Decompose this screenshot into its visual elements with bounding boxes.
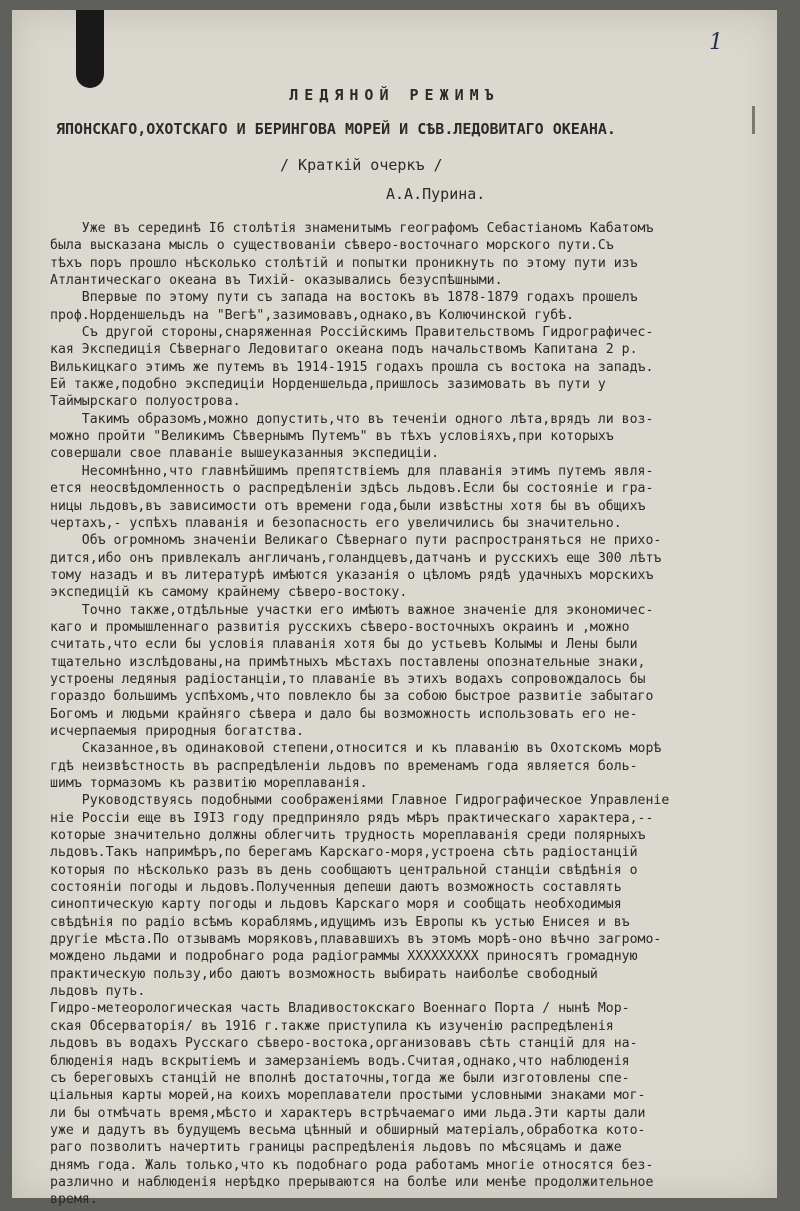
page-number: 1 bbox=[709, 30, 723, 55]
text-line: льдовъ въ водахъ Русскаго сѣверо-востока,организовавъ сѣть станцій для на- bbox=[50, 1036, 638, 1052]
text-line: Съ другой стороны,снаряженная Россійскимъ Правительствомъ Гидрографичес- bbox=[50, 325, 654, 341]
text-line: Ей также,подобно экспедиціи Норденшельда,пришлось зазимовать въ пути у bbox=[50, 377, 606, 393]
text-line: льдовъ путь. bbox=[50, 984, 146, 1000]
text-line: чертахъ,- успѣхъ плаванія и безопасность его увеличились бы значительно. bbox=[50, 515, 622, 531]
text-line: различно и наблюденія нерѣдко прерываются на болѣе или менѣе продолжительное bbox=[50, 1174, 654, 1190]
text-line: Объ огромномъ значеніи Великаго Сѣвернаго пути распространяться не прихо- bbox=[50, 533, 662, 549]
text-line: кая Экспедиція Сѣвернаго Ледовитаго океана подъ начальствомъ Капитана 2 р. bbox=[50, 342, 638, 358]
text-line: экспедицій къ самому крайнему сѣверо-востоку. bbox=[50, 585, 408, 601]
text-line: Таймырскаго полуострова. bbox=[50, 394, 241, 410]
text-line: Вилькицкаго этимъ же путемъ въ 1914-1915 годахъ прошла съ востока на западъ. bbox=[50, 359, 654, 375]
text-line: каго и промышленнаго развитія русскихъ сѣверо-восточныхъ окраинъ и ,можно bbox=[50, 619, 630, 635]
text-line: Богомъ и людьми крайняго сѣвера и дало бы возможность использовать его не- bbox=[50, 706, 638, 722]
text-line: тому назадъ и въ литературѣ имѣются указанія о цѣломъ рядѣ удачныхъ морскихъ bbox=[50, 567, 654, 583]
text-line: гораздо большимъ успѣхомъ,что повлекло бы за собою быстрое развитіе забытаго bbox=[50, 689, 654, 705]
text-line: свѣдѣнія по радіо всѣмъ кораблямъ,идущимъ изъ Европы къ устью Енисея и въ bbox=[50, 914, 630, 930]
text-line: другіе мѣста.По отзывамъ моряковъ,плававшихъ въ этомъ морѣ-оно вѣчно загромо- bbox=[50, 932, 662, 948]
document-page bbox=[12, 10, 777, 1208]
text-line: проф.Норденшельдъ на "Вегѣ",зазимовавъ,однако,въ Колючинской губѣ. bbox=[50, 307, 575, 323]
text-line: тѣхъ поръ прошло нѣсколько столѣтій и попытки проникнуть по этому пути изъ bbox=[50, 255, 638, 271]
text-line: практическую пользу,ибо даютъ возможность выбирать наиболѣе свободный bbox=[50, 966, 598, 982]
document-genre: / Краткій очеркъ / bbox=[280, 156, 443, 174]
text-line: ется неосвѣдомленность о распредѣленіи здѣсь льдовъ.Если бы состояніе и гра- bbox=[50, 481, 654, 497]
margin-mark bbox=[752, 106, 755, 134]
text-line: ли бы отмѣчать время,мѣсто и характеръ встрѣчаемаго ими льда.Эти карты дали bbox=[50, 1105, 646, 1121]
text-line: дится,ибо онъ привлекалъ англичанъ,голандцевъ,датчанъ и русскихъ еще 300 лѣтъ bbox=[50, 550, 662, 566]
text-line: днямъ года. Жаль только,что къ подобнаго рода работамъ многіе относятся без- bbox=[50, 1157, 654, 1173]
text-line: тщательно изслѣдованы,на примѣтныхъ мѣстахъ поставлены опознательные знаки, bbox=[50, 654, 646, 670]
text-line: нiе Россiи еще въ I9I3 году предприняло рядъ мѣръ практическаго характера,-- bbox=[50, 810, 654, 826]
text-line: Точно также,отдѣльные участки его имѣютъ важное значеніе для экономичес- bbox=[50, 602, 654, 618]
text-line: ціальныя карты морей,на коихъ мореплаватели простыми условными знаками мог- bbox=[50, 1088, 646, 1104]
text-line: раго позволитъ начертить границы распредѣленія льдовъ по мѣсяцамъ и даже bbox=[50, 1140, 622, 1156]
text-line: Руководствуясь подобными соображеніями Главное Гидрографическое Управленіе bbox=[50, 793, 670, 809]
text-line: Впервые по этому пути съ запада на востокъ въ 1878-1879 годахъ прошелъ bbox=[50, 290, 638, 306]
text-line: Несомнѣнно,что главнѣйшимъ препятствіемъ для плаванія этимъ путемъ явля- bbox=[50, 463, 654, 479]
binder-punch-mark bbox=[76, 10, 104, 88]
text-line: съ береговыхъ станцій не вполнѣ достаточны,тогда же были изготовлены спе- bbox=[50, 1070, 630, 1086]
text-line: время. bbox=[50, 1192, 98, 1208]
body-text bbox=[50, 220, 772, 1209]
document-title: ЛЕДЯНОЙ РЕЖИМЪ bbox=[289, 86, 500, 104]
text-line: Уже въ серединѣ I6 столѣтія знаменитымъ географомъ Себастіаномъ Кабатомъ bbox=[50, 221, 654, 236]
text-line: можно пройти "Великимъ Сѣвернымъ Путемъ" въ тѣхъ условіяхъ,при которыхъ bbox=[50, 429, 614, 445]
text-line: была высказана мысль о существованіи сѣверо-восточнаго морского пути.Съ bbox=[50, 238, 614, 254]
text-line: уже и дадутъ въ будущемъ весьма цѣнный и обширный матеріалъ,обработка кото- bbox=[50, 1122, 646, 1138]
text-line: Сказанное,въ одинаковой степени,относится и къ плаванію въ Охотскомъ морѣ bbox=[50, 741, 662, 757]
text-line: которыя по нѣсколько разъ въ день сообщаютъ центральной станціи свѣдѣнія о bbox=[50, 862, 638, 878]
document-subtitle: ЯПОНСКАГО,ОХОТСКАГО И БЕРИНГОВА МОРЕЙ И СѢВ.ЛЕДОВИТАГО ОКЕАНА. bbox=[56, 120, 616, 138]
text-line: считать,что если бы условія плаванія хотя бы до устьевъ Колымы и Лены были bbox=[50, 637, 638, 653]
text-line: льдовъ.Такъ напримѣръ,по берегамъ Карскаго-моря,устроена сѣть радіостанцій bbox=[50, 845, 638, 861]
text-line: исчерпаемыя природныя богатства. bbox=[50, 723, 305, 739]
text-line: мождено льдами и подробнаго рода радіограммы ХХХХХХХХХ приносятъ громадную bbox=[50, 949, 638, 965]
text-line: которые значительно должны облегчить трудность мореплаванія среди полярныхъ bbox=[50, 828, 646, 844]
text-line: совершали свое плаваніе вышеуказанныя экспедиціи. bbox=[50, 446, 440, 462]
text-line: блюденія надъ вскрытіемъ и замерзаніемъ водъ.Считая,однако,что наблюденія bbox=[50, 1053, 630, 1069]
text-line: гдѣ неизвѣстность въ распредѣленіи льдовъ по временамъ года является боль- bbox=[50, 758, 638, 774]
text-line: Гидро-метеорологическая часть Владивостокскаго Военнаго Порта / нынѣ Мор- bbox=[50, 1001, 630, 1017]
text-line: Такимъ образомъ,можно допустить,что въ теченіи одного лѣта,врядъ ли воз- bbox=[50, 411, 654, 427]
text-line: устроены ледяныя радіостанціи,то плаваніе въ этихъ водахъ сопровождалось бы bbox=[50, 671, 646, 687]
text-line: Атлантическаго океана въ Тихій- оказывались безуспѣшными. bbox=[50, 273, 503, 289]
text-line: ницы льдовъ,въ зависимости отъ времени года,были извѣстны хотя бы въ общихъ bbox=[50, 498, 646, 514]
document-author: А.А.Пурина. bbox=[386, 185, 486, 203]
text-line: состояніи погоды и льдовъ.Полученныя депеши даютъ возможность составлять bbox=[50, 880, 622, 896]
text-line: ская Обсерваторія/ въ 1916 г.также приступила къ изученію распредѣленія bbox=[50, 1018, 614, 1034]
text-line: шимъ тормазомъ къ развитію мореплаванія. bbox=[50, 776, 368, 791]
text-line: синоптическую карту погоды и льдовъ Карскаго моря и сообщать необходимыя bbox=[50, 897, 622, 913]
